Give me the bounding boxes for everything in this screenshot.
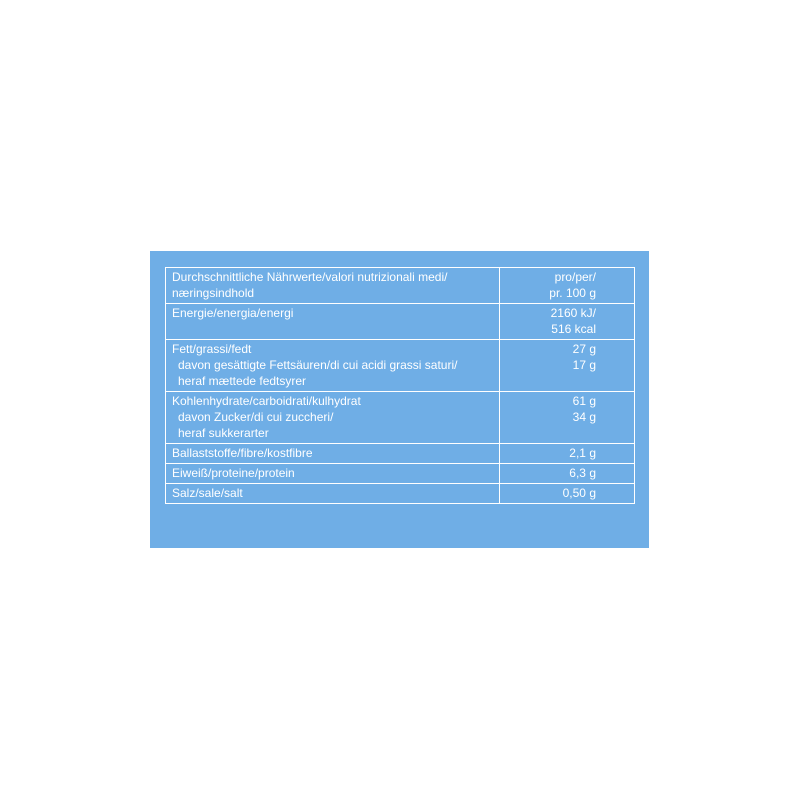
nutrient-row-fat xyxy=(166,340,635,392)
nutrient-label: Eiweiß/proteine/protein xyxy=(172,466,295,480)
nutrient-row-carbohydrates xyxy=(166,392,635,444)
nutrient-sub-label: davon Zucker/di cui zuccheri/ xyxy=(178,410,334,424)
header-value-cell xyxy=(499,268,634,304)
nutrient-label-cell xyxy=(166,484,500,504)
nutrient-value: 27 g xyxy=(572,342,596,356)
nutrient-value: 2,1 g xyxy=(569,446,596,460)
nutrient-row-protein xyxy=(166,464,635,484)
nutrient-label-cell xyxy=(166,464,500,484)
nutrient-value: 2160 kJ/ xyxy=(550,306,596,320)
table-header-row xyxy=(166,268,635,304)
nutrient-value-cell xyxy=(499,464,634,484)
nutrition-table xyxy=(165,267,635,504)
nutrient-value-cell xyxy=(499,392,634,444)
nutrient-sub-label: heraf mættede fedtsyrer xyxy=(178,374,307,388)
header-value-line: pr. 100 g xyxy=(549,286,596,300)
nutrient-value-cell xyxy=(499,484,634,504)
nutrient-value-cell xyxy=(499,444,634,464)
header-label-cell xyxy=(166,268,500,304)
nutrient-label-cell xyxy=(166,392,500,444)
nutrient-value: 516 kcal xyxy=(551,322,596,336)
nutrient-sub-label: heraf sukkerarter xyxy=(178,426,269,440)
header-value-line: pro/per/ xyxy=(554,270,596,284)
nutrition-label-panel xyxy=(150,251,649,548)
nutrient-sub-value: 34 g xyxy=(572,410,596,424)
nutrient-label-cell xyxy=(166,340,500,392)
nutrient-label-cell xyxy=(166,444,500,464)
nutrient-sub-value: 17 g xyxy=(572,358,596,372)
nutrient-value: 61 g xyxy=(572,394,596,408)
nutrient-value: 0,50 g xyxy=(562,486,596,500)
header-label-line: Durchschnittliche Nährwerte/valori nutrizionali medi/ xyxy=(172,270,448,284)
nutrient-value-cell xyxy=(499,340,634,392)
nutrient-sub-label: davon gesättigte Fettsäuren/di cui acidi grassi saturi/ xyxy=(178,358,458,372)
nutrient-label: Salz/sale/salt xyxy=(172,486,243,500)
nutrient-label: Energie/energia/energi xyxy=(172,306,294,320)
nutrient-value-cell xyxy=(499,304,634,340)
header-label-line: næringsindhold xyxy=(172,286,255,300)
spacer-line xyxy=(172,321,493,337)
nutrient-value: 6,3 g xyxy=(569,466,596,480)
nutrient-label: Fett/grassi/fedt xyxy=(172,342,252,356)
nutrient-label: Ballaststoffe/fibre/kostfibre xyxy=(172,446,313,460)
nutrient-row-salt xyxy=(166,484,635,504)
nutrient-label: Kohlenhydrate/carboidrati/kulhydrat xyxy=(172,394,361,408)
nutrient-row-energy xyxy=(166,304,635,340)
nutrient-label-cell xyxy=(166,304,500,340)
nutrient-row-fibre xyxy=(166,444,635,464)
